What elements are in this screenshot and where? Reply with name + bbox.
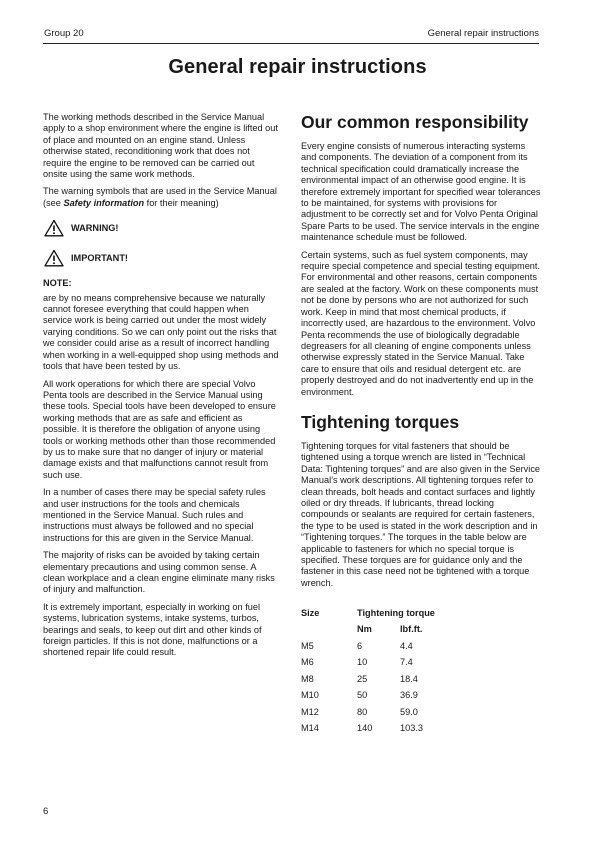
lbf-cell: 18.4 bbox=[400, 673, 418, 684]
lbf-cell: 7.4 bbox=[400, 657, 413, 668]
nm-cell: 80 bbox=[357, 706, 368, 717]
warning-symbols-text-end: for their meaning) bbox=[144, 197, 219, 208]
lbf-cell: 59.0 bbox=[400, 706, 418, 717]
page-title: General repair instructions bbox=[168, 56, 427, 78]
special-tools-paragraph: All work operations for which there are special Volvo Penta tools are described in the Service Manual using these tools. Special tools have been developed to ensure working methods that are as safe and efficient as possible. It is therefore the obligation of anyone using tools or working methods other than those recommended by us to make sure that no danger of injury or material damage exists and that malfunctions cannot result from such use. bbox=[43, 378, 276, 480]
page-header bbox=[43, 28, 539, 44]
torques-paragraph: Tightening torques for vital fasteners that should be tightened using a torque wrench are listed in “Technical Data: Tightening torques” and are also given in the Service Manual’s work descriptions. All tightening torques refer to clean threads, bolt heads and contact surfaces and lightly oiled or dry threads. If lubricants, thread locking compounds or sealants are required for certain fasteners, the type to be used is stated in the work description and in “Tightening torques.” The torques in the table below are applicable to fasteners for which no special torque is specified. These torques are for guidance only and the fastener in this case need not be tightened with a torque wrench. bbox=[301, 440, 541, 588]
table-unit-row bbox=[301, 622, 460, 639]
column-header-size: Size bbox=[301, 607, 320, 618]
page-number: 6 bbox=[43, 806, 49, 817]
table-row bbox=[301, 671, 460, 688]
size-cell: M14 bbox=[301, 723, 319, 734]
unit-nm: Nm bbox=[357, 624, 372, 635]
warning-symbols-paragraph bbox=[43, 186, 279, 209]
important-label: IMPORTANT! bbox=[71, 252, 128, 263]
responsibility-paragraph-2: Certain systems, such as fuel system components, may require special competence and special testing equipment. For environmental and other reasons, certain components are sealed at the factory. Work on these components must not be done by persons who are not authorized for such work. Keep in mind that most chemical products, if incorrectly used, are hazardous to the environment. Volvo Penta recommends the use of biologically degradable degreasers for all cleaning of engine components unless otherwise expressly stated in the Service Manual. Take care to ensure that oils and residual detergent etc. are properly destroyed and do not inadvertently end up in the environment. bbox=[301, 249, 541, 397]
lbf-cell: 36.9 bbox=[400, 690, 418, 701]
left-column bbox=[43, 112, 279, 665]
table-header-row bbox=[301, 605, 460, 622]
size-cell: M6 bbox=[301, 657, 314, 668]
table-row bbox=[301, 721, 460, 738]
table-row bbox=[301, 688, 460, 705]
section-heading-responsibility: Our common responsibility bbox=[301, 112, 529, 132]
size-cell: M8 bbox=[301, 673, 314, 684]
table-row bbox=[301, 655, 460, 672]
warning-label-row bbox=[44, 218, 279, 238]
safety-rules-paragraph: In a number of cases there may be special safety rules and user instructions for the tools and chemicals mentioned in the Service Manual. Such rules and instructions must always be followed and no special instructions for this are given in the Service Manual. bbox=[43, 487, 266, 543]
right-column bbox=[301, 112, 541, 737]
section-heading-torques: Tightening torques bbox=[301, 411, 460, 432]
size-cell: M12 bbox=[301, 706, 319, 717]
header-group: Group 20 bbox=[44, 28, 84, 39]
torque-table bbox=[301, 605, 460, 737]
table-row bbox=[301, 638, 460, 655]
lbf-cell: 103.3 bbox=[400, 723, 423, 734]
nm-cell: 25 bbox=[357, 673, 368, 684]
warning-triangle-icon bbox=[44, 219, 64, 237]
cleanliness-paragraph: It is extremely important, especially in working on fuel systems, lubrication systems, intake systems, turbos, bearings and seals, to keep out dirt and other kinds of foreign particles. If this is not done, malfunctions or a shortened repair life could result. bbox=[43, 601, 262, 658]
column-header-torque: Tightening torque bbox=[357, 607, 435, 618]
header-section: General repair instructions bbox=[427, 28, 539, 39]
note-paragraph: are by no means comprehensive because we naturally cannot foresee everything that could happen when service work is being carried out under the most widely varying conditions. So we can only point out the risks that we consider could arise as a result of incorrect handling when working in a well-equipped shop using methods and tools that have been tested by us. bbox=[43, 292, 279, 372]
safety-information-reference: Safety information bbox=[63, 197, 145, 208]
important-label-row bbox=[44, 248, 279, 268]
note-heading: NOTE: bbox=[43, 278, 72, 289]
nm-cell: 10 bbox=[357, 657, 368, 668]
size-cell: M5 bbox=[301, 640, 314, 651]
responsibility-paragraph-1: Every engine consists of numerous interacting systems and components. The deviation of a component from its technical specification could dramatically increase the environmental impact of an otherwise good engine. It is therefore extremely important for specified wear tolerances to be maintained, for systems with provisions for adjustment to be correctly set and for Volvo Penta Original Spare Parts to be used. The service intervals in the engine maintenance schedule must be followed. bbox=[301, 141, 541, 243]
warning-label: WARNING! bbox=[71, 222, 119, 233]
intro-paragraph: The working methods described in the Service Manual apply to a shop environment where the engine is lifted out of place and mounted on an engine stand. Unless otherwise stated, reconditioning work that does not require the engine to be removed can be carried out onsite using the same work methods. bbox=[43, 112, 278, 180]
risks-paragraph: The majority of risks can be avoided by taking certain elementary precautions and using common sense. A clean workplace and a clean engine eliminate many risks of injury and malfunction. bbox=[43, 550, 275, 595]
nm-cell: 140 bbox=[357, 723, 373, 734]
warning-symbols-text: The warning symbols that are used in the Service Manual (see bbox=[43, 186, 277, 208]
unit-lbf: lbf.ft. bbox=[400, 624, 423, 635]
table-row bbox=[301, 704, 460, 721]
warning-triangle-icon bbox=[44, 249, 64, 267]
nm-cell: 50 bbox=[357, 690, 368, 701]
size-cell: M10 bbox=[301, 690, 319, 701]
nm-cell: 6 bbox=[357, 640, 363, 651]
lbf-cell: 4.4 bbox=[400, 640, 413, 651]
